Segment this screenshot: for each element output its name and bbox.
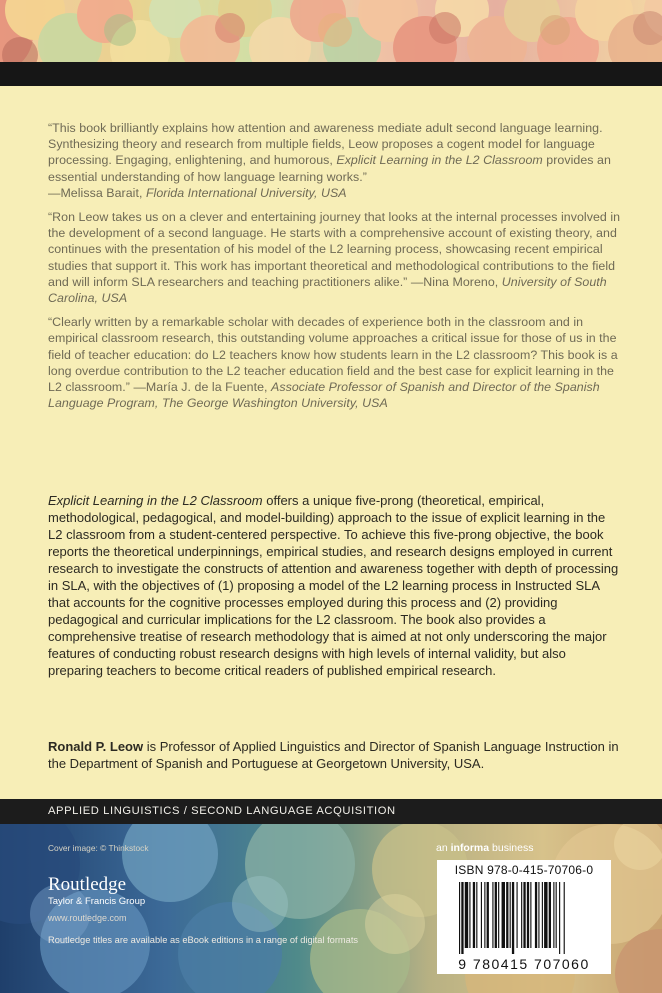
endorsement-1: [48, 120, 622, 201]
barcode-bar: [461, 882, 463, 954]
endorsement-2-affiliation: University of South Carolina, USA: [48, 274, 607, 306]
barcode-bar: [473, 882, 475, 948]
barcode-bar: [521, 882, 522, 948]
barcode-bar: [484, 882, 485, 948]
barcode-bar: [481, 882, 482, 948]
endorsement-3: [48, 314, 622, 411]
endorsement-2-text: “Ron Leow takes us on a clever and entertaining journey that looks at the internal processes involved in the development of a second language. He starts with a comprehensive account of existing theory, and continues with the presentation of his model of the L2 learning process, showcasing recent empirical studies that support it. This work has important theoretical and methodological contributions to the field and will inform SLA researchers and teaching practitioners alike.”: [48, 210, 621, 289]
barcode-bar: [535, 882, 537, 948]
informa-brand: informa: [450, 842, 490, 854]
author-name: Ronald P. Leow: [48, 739, 144, 754]
endorsement-1-affiliation: Florida International University, USA: [145, 185, 347, 200]
barcode-bar: [544, 882, 547, 948]
barcode-bar: [510, 882, 511, 948]
top-circles-pattern: [0, 0, 662, 62]
top-decorative-art: [0, 0, 662, 62]
publisher-url[interactable]: www.routledge.com: [48, 913, 127, 923]
barcode-bar: [556, 882, 557, 948]
barcode-bar: [530, 882, 531, 948]
barcode-bar: [517, 882, 518, 948]
endorsement-3-author: —María J. de la Fuente,: [129, 380, 272, 395]
barcode-bar: [542, 882, 543, 948]
ebook-availability-note: Routledge titles are available as eBook editions in a range of digital formats: [48, 935, 359, 945]
isbn-number: ISBN 978-0-415-70706-0: [454, 863, 594, 877]
cover-image-credit: Cover image: © Thinkstock: [48, 843, 149, 853]
informa-suffix: business: [489, 842, 534, 854]
book-description: [48, 492, 622, 680]
barcode-bar: [523, 882, 525, 948]
barcode-digits: 9 780415 707060: [458, 956, 590, 972]
endorsement-1-author: —Melissa Barait,: [48, 185, 146, 200]
description-body: offers a unique five-prong (theoretical, empirical, methodological, pedagogical, and model-building) approach to the issue of explicit learning in the L2 classroom from a student-centered perspective. To achieve this five-prong objective, the book reports the theoretical underpinnings, empirical studies, and research designs employed in current research to investigate the constructs of attention and awareness together with depth of processing in SLA, with the objectives of (1) proposing a model of the L2 learning process in Instructed SLA that accounts for the cognitive processes employed during this process and (2) providing pedagogical and curricular implications for the L2 classroom. The book also provides a comprehensive treatise of research methodology that is aimed at not only underscoring the major features of conducting robust research designs with high levels of internal validity, but also preparing teachers to become critical readers of published empirical research.: [48, 493, 619, 679]
publisher-logo: [48, 875, 145, 907]
barcode-bar: [506, 882, 508, 948]
informa-prefix: an: [436, 842, 451, 854]
publisher-name: Routledge: [48, 874, 127, 895]
barcode-bar: [538, 882, 539, 948]
barcode-bar: [459, 882, 460, 954]
barcode-bar: [476, 882, 477, 948]
barcode-bar: [553, 882, 554, 948]
endorsement-3-text: “Clearly written by a remarkable scholar with decades of experience both in the classroom and in empirical classroom research, this outstanding volume approaches a critical issue for those of us in the field of teacher education: do L2 teachers know how students learn in the L2 classroom? This book is a long overdue contribution to the L2 teacher education field and the best case for explicit learning in the L2 classroom.”: [48, 315, 618, 395]
barcode-bar: [469, 882, 470, 948]
barcode-bar: [465, 882, 468, 948]
author-bio-text: is Professor of Applied Linguistics and Director of Spanish Language Instruction in the Department of Spanish and Portuguese at Georgetown University, USA.: [48, 739, 619, 771]
endorsements: [48, 120, 622, 419]
endorsement-3-affiliation: Associate Professor of Spanish and Director of the Spanish Language Program, The George Washington University, USA: [48, 380, 600, 411]
barcode-bar: [487, 882, 489, 948]
barcode-bar: [512, 882, 514, 954]
informa-business-tagline: [436, 842, 533, 854]
publisher-group: Taylor & Francis Group: [48, 896, 146, 907]
isbn-barcode: [437, 860, 611, 974]
top-dark-bar: [0, 62, 662, 86]
barcode-bar: [502, 882, 505, 948]
endorsement-1-book-title: Explicit Learning in the L2 Classroom: [336, 153, 543, 168]
barcode-bar: [495, 882, 497, 948]
subject-category: APPLIED LINGUISTICS / SECOND LANGUAGE ACQUISITION: [48, 805, 396, 817]
endorsement-2: [48, 209, 622, 306]
description-book-title: Explicit Learning in the L2 Classroom: [48, 493, 263, 508]
barcode-bar: [549, 882, 551, 948]
barcode-bar: [492, 882, 493, 948]
barcode-graphic: [437, 860, 611, 974]
barcode-bar: [564, 882, 565, 954]
barcode-bar: [498, 882, 499, 948]
author-bio: [48, 738, 622, 772]
endorsement-2-author: —Nina Moreno,: [407, 274, 502, 289]
barcode-bar: [527, 882, 529, 948]
endorsement-1-text: “This book brilliantly explains how attention and awareness mediate adult second language learning. Synthesizing theory and research from multiple fields, Leow proposes a cogent model for language processing. Engaging, enlightening, and humorous,: [48, 121, 603, 168]
endorsement-1-text-end: provides an essential understanding of how language learning works.”: [48, 153, 611, 184]
subject-category-bar: [0, 799, 662, 824]
barcode-bar: [559, 882, 560, 954]
